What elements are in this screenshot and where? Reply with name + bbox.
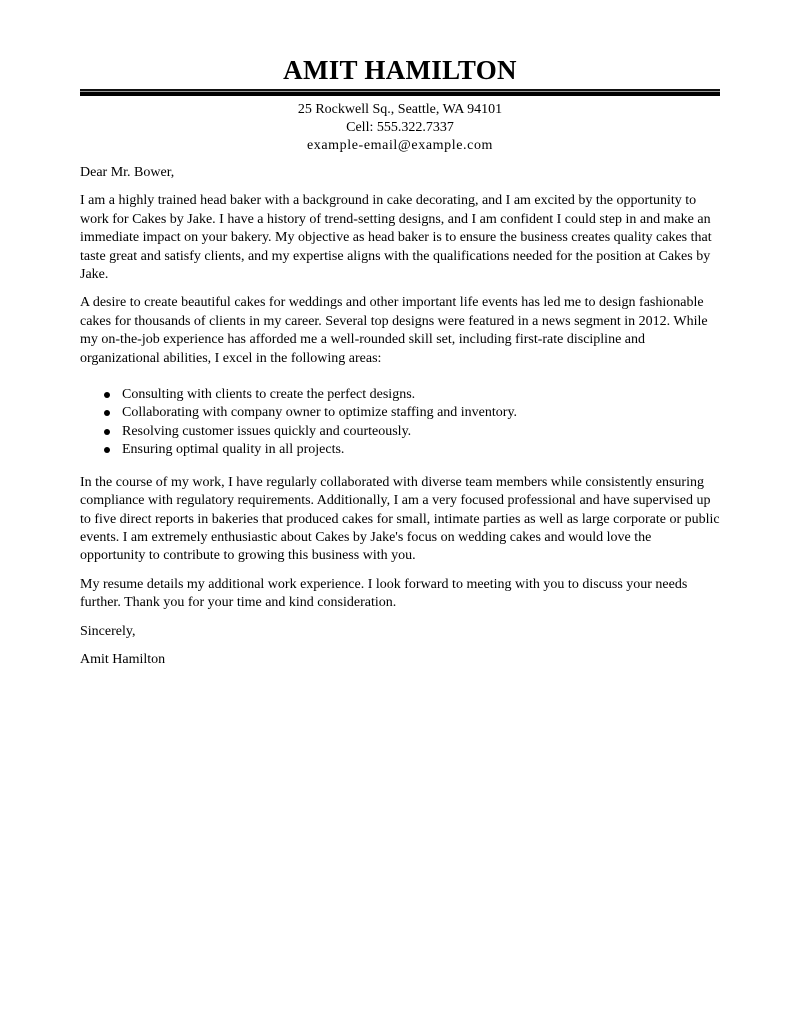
- paragraph-experience: A desire to create beautiful cakes for weddings and other important life events has led me to design fashionable cakes for thousands of clients in my career. Several top designs were featured in a news segment in 2012. While my on-the-job experience has afforded me a well-rounded skill set, including first-rate discipline and organizational abilities, I excel in the following areas:: [80, 295, 708, 366]
- paragraph-intro: I am a highly trained head baker with a background in cake decorating, and I am excited by the opportunity to work for Cakes by Jake. I have a history of trend-setting designs, and I am confident I could step in and make an immediate impact on your bakery. My objective as head baker is to ensure the business creates quality cakes that taste great and satisfy clients, and my expertise aligns with the qualifications needed for the position at Cakes by Jake.: [80, 193, 712, 283]
- paragraph-closing-remarks: My resume details my additional work experience. I look forward to meeting with you to discuss your needs further. Thank you for your time and kind consideration.: [80, 576, 688, 611]
- list-item: [104, 404, 720, 422]
- skill-text: Resolving customer issues quickly and courteously.: [122, 423, 412, 439]
- skill-text: Consulting with clients to create the perfect designs.: [122, 387, 416, 403]
- bullet-icon: [104, 410, 110, 416]
- skill-text: Ensuring optimal quality in all projects.: [122, 442, 345, 458]
- bullet-icon: [104, 392, 110, 398]
- divider-thick-line: [80, 92, 720, 96]
- list-item: [104, 386, 720, 404]
- contact-email: example-email@example.com: [306, 138, 494, 153]
- skills-list: [80, 386, 720, 460]
- bullet-icon: [104, 429, 110, 435]
- letter-body: [80, 164, 720, 679]
- bullet-icon: [104, 447, 110, 453]
- contact-address: 25 Rockwell Sq., Seattle, WA 94101: [297, 102, 503, 117]
- closing: Sincerely,: [80, 623, 136, 639]
- paragraph-teamwork: In the course of my work, I have regularly collaborated with diverse team members while consistently ensuring compliance with regulatory requirements. Additionally, I am a very focused professional and have supervised up to five direct reports in bakeries that produced cakes for small, intimate parties as well as large corporate or public events. I am extremely enthusiastic about Cakes by Jake's focus on wedding cakes and would love the opportunity to contribute to growing this business with you.: [80, 474, 720, 564]
- applicant-name-heading: AMIT HAMILTON: [283, 55, 517, 85]
- list-item: [104, 441, 720, 459]
- list-item: [104, 423, 720, 441]
- contact-phone: Cell: 555.322.7337: [346, 120, 454, 135]
- signature-name: Amit Hamilton: [80, 651, 166, 667]
- salutation: Dear Mr. Bower,: [80, 165, 175, 180]
- header-divider-rule: [80, 89, 720, 97]
- skill-text: Collaborating with company owner to optimize staffing and inventory.: [122, 405, 518, 421]
- contact-block: [80, 101, 720, 155]
